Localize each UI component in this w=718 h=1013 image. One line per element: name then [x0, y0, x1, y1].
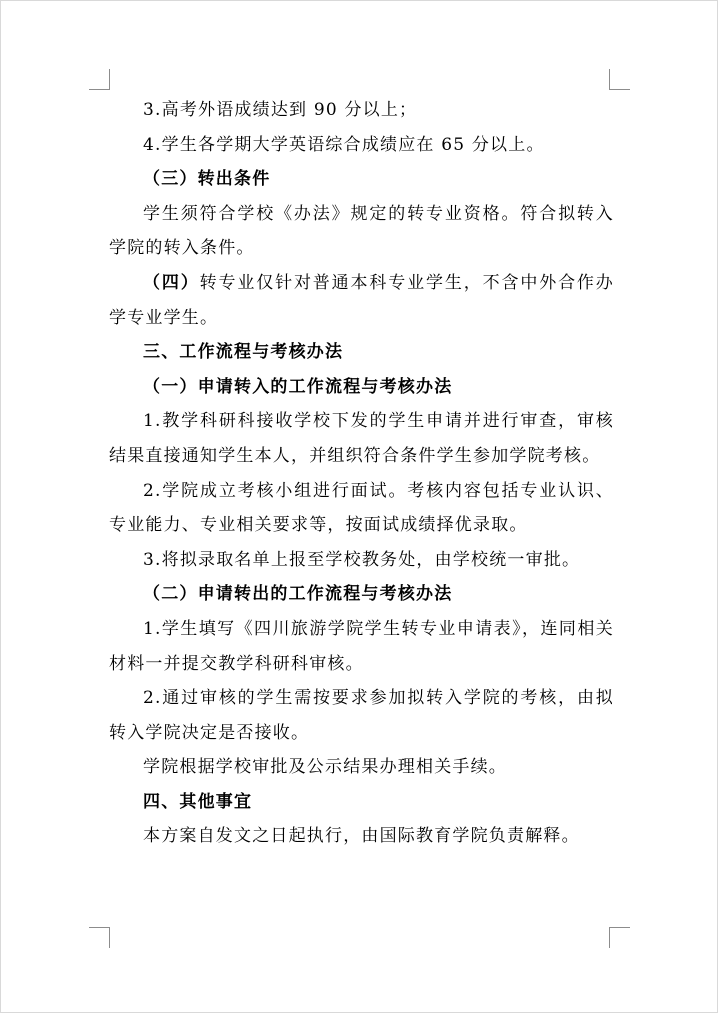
margin-corner-top-right [609, 69, 630, 90]
margin-corner-bottom-right [609, 927, 630, 948]
subheading-transfer-in-workflow: （一）申请转入的工作流程与考核办法 [143, 376, 453, 397]
scope-label: （四） [143, 272, 200, 293]
paragraph-transfer-out-step-1: 1.学生填写《四川旅游学院学生转专业申请表》，连同相关材料一并提交教学科研科审核。 [109, 618, 614, 674]
subheading-transfer-out-conditions: （三）转出条件 [143, 169, 271, 190]
document-body [109, 93, 614, 854]
paragraph-transfer-in-step-3: 3.将拟录取名单上报至学校教务处，由学校统一审批。 [143, 549, 581, 570]
paragraph-procedures: 学院根据学校审批及公示结果办理相关手续。 [143, 757, 507, 778]
margin-corner-top-left [89, 69, 110, 90]
paragraph-item-4: 4.学生各学期大学英语综合成绩应在 65 分以上。 [143, 134, 545, 155]
margin-corner-bottom-left [89, 927, 110, 948]
section-heading-other-matters: 四、其他事宜 [143, 791, 253, 812]
paragraph-item-3: 3.高考外语成绩达到 90 分以上； [143, 100, 418, 120]
subheading-transfer-out-workflow: （二）申请转出的工作流程与考核办法 [143, 584, 453, 605]
paragraph-effective-date: 本方案自发文之日起执行，由国际教育学院负责解释。 [143, 826, 580, 847]
paragraph-transfer-in-step-1: 1.教学科研科接收学校下发的学生申请并进行审查，审核结果直接通知学生本人，并组织符合条件学生参加学院考核。 [109, 411, 614, 466]
section-heading-workflow: 三、工作流程与考核办法 [143, 342, 344, 363]
paragraph-scope [109, 266, 614, 335]
paragraph-transfer-in-step-2: 2.学院成立考核小组进行面试。考核内容包括专业认识、专业能力、专业相关要求等，按面试成绩择优录取。 [109, 480, 614, 536]
paragraph-transfer-out-step-2: 2.通过审核的学生需按要求参加拟转入学院的考核，由拟转入学院决定是否接收。 [109, 688, 614, 743]
scope-text: 转专业仅针对普通本科专业学生，不含中外合作办学专业学生。 [109, 272, 614, 328]
paragraph-transfer-out-requirements: 学生须符合学校《办法》规定的转专业资格。符合拟转入学院的转入条件。 [109, 203, 614, 259]
